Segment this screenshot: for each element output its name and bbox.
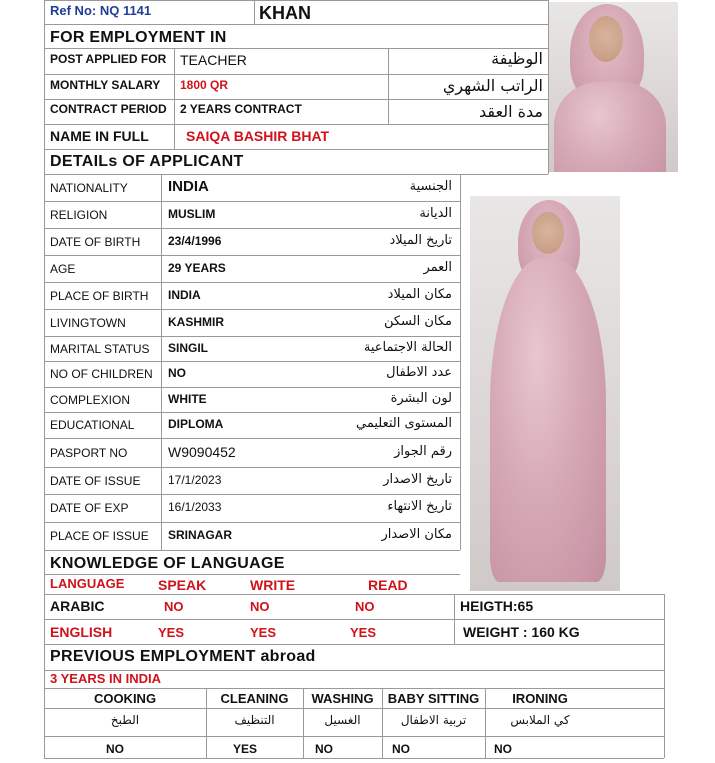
livingtown-arabic: مكان السكن bbox=[383, 314, 452, 329]
language-arabic: ARABIC bbox=[50, 598, 105, 614]
english-speak: YES bbox=[158, 625, 185, 640]
row-divider bbox=[44, 282, 460, 283]
place-of-birth-arabic: مكان الميلاد bbox=[387, 287, 452, 302]
row-divider bbox=[44, 412, 460, 413]
pasport-no-label: PASPORT NO bbox=[50, 446, 128, 460]
post-applied-label: POST APPLIED FOR bbox=[50, 52, 167, 66]
name-in-full-value: SAIQA BASHIR BHAT bbox=[186, 128, 330, 144]
religion-label: RELIGION bbox=[50, 208, 108, 222]
row-divider bbox=[44, 522, 460, 523]
language-header-language: LANGUAGE bbox=[50, 576, 125, 591]
applicant-portrait-photo bbox=[548, 2, 678, 172]
marital-status-label: MARITAL STATUS bbox=[50, 342, 150, 356]
pasport-no-arabic: رقم الجواز bbox=[394, 444, 452, 459]
contract-period-label: CONTRACT PERIOD bbox=[50, 102, 167, 116]
educational-label: EDUCATIONAL bbox=[50, 418, 135, 432]
date-of-exp-value: 16/1/2033 bbox=[168, 500, 222, 514]
monthly-salary-label: MONTHLY SALARY bbox=[50, 78, 161, 92]
date-of-birth-label: DATE OF BIRTH bbox=[50, 235, 141, 249]
place-of-birth-label: PLACE OF BIRTH bbox=[50, 289, 149, 303]
educational-value: DIPLOMA bbox=[168, 417, 224, 431]
date-of-exp-label: DATE OF EXP bbox=[50, 501, 129, 515]
contract-period-value: 2 YEARS CONTRACT bbox=[180, 102, 302, 116]
language-english: ENGLISH bbox=[50, 624, 113, 640]
name-tag: KHAN bbox=[259, 3, 311, 23]
english-write: YES bbox=[250, 625, 277, 640]
row-divider bbox=[44, 336, 460, 337]
skill-ironing-label: IRONING bbox=[512, 691, 568, 706]
skill-baby-sitting-label: BABY SITTING bbox=[387, 691, 480, 706]
skill-baby-sitting-value: NO bbox=[392, 742, 410, 756]
monthly-salary-arabic: الراتب الشهري bbox=[442, 76, 543, 95]
skill-baby-sitting-arabic: تربية الاطفال bbox=[400, 713, 467, 727]
skill-washing-value: NO bbox=[315, 742, 333, 756]
educational-arabic: المستوى التعليمي bbox=[356, 416, 452, 431]
no-of-children-label: NO OF CHILDREN bbox=[50, 367, 153, 381]
complexion-value: WHITE bbox=[168, 392, 207, 406]
skill-cooking-label: COOKING bbox=[93, 691, 157, 706]
date-of-birth-value: 23/4/1996 bbox=[168, 234, 222, 248]
height-value: HEIGTH:65 bbox=[460, 598, 534, 614]
religion-value: MUSLIM bbox=[168, 207, 216, 221]
skill-washing-label: WASHING bbox=[311, 691, 374, 706]
row-divider bbox=[44, 255, 460, 256]
date-of-issue-arabic: تاريخ الاصدار bbox=[383, 472, 452, 487]
nationality-arabic: الجنسية bbox=[409, 179, 452, 194]
post-applied-value: TEACHER bbox=[180, 52, 247, 68]
skill-cleaning-arabic: التنظيف bbox=[234, 713, 275, 727]
age-arabic: العمر bbox=[423, 260, 452, 275]
livingtown-label: LIVINGTOWN bbox=[50, 316, 126, 330]
row-divider bbox=[44, 387, 460, 388]
complexion-arabic: لون البشرة bbox=[390, 391, 452, 406]
skill-ironing-value: NO bbox=[494, 742, 512, 756]
arabic-write: NO bbox=[250, 599, 270, 614]
no-of-children-value: NO bbox=[168, 366, 186, 380]
ref-number: Ref No: NQ 1141 bbox=[50, 3, 152, 18]
for-employment-heading: FOR EMPLOYMENT IN bbox=[50, 29, 227, 46]
language-header-speak: SPEAK bbox=[158, 577, 207, 593]
arabic-read: NO bbox=[355, 599, 375, 614]
date-of-issue-value: 17/1/2023 bbox=[168, 473, 222, 487]
place-of-issue-value: SRINAGAR bbox=[168, 528, 233, 542]
previous-employment-heading: PREVIOUS EMPLOYMENT abroad bbox=[50, 648, 316, 665]
date-of-exp-arabic: تاريخ الانتهاء bbox=[387, 499, 452, 514]
marital-status-arabic: الحالة الاجتماعية bbox=[363, 340, 452, 355]
english-read: YES bbox=[350, 625, 377, 640]
marital-status-value: SINGIL bbox=[168, 341, 209, 355]
age-label: AGE bbox=[50, 262, 76, 276]
livingtown-value: KASHMIR bbox=[168, 315, 224, 329]
monthly-salary-value: 1800 QR bbox=[180, 78, 229, 92]
row-divider bbox=[44, 309, 460, 310]
pasport-no-value: W9090452 bbox=[168, 444, 236, 460]
previous-years: 3 YEARS IN INDIA bbox=[50, 671, 162, 686]
weight-value: WEIGHT : 160 KG bbox=[463, 624, 580, 640]
nationality-label: NATIONALITY bbox=[50, 181, 128, 195]
row-divider bbox=[44, 228, 460, 229]
language-header-write: WRITE bbox=[250, 577, 296, 593]
skill-cooking-arabic: الطبخ bbox=[110, 713, 140, 727]
row-divider bbox=[44, 201, 460, 202]
applicant-full-body-photo bbox=[470, 196, 620, 591]
skill-cleaning-value: YES bbox=[233, 742, 258, 756]
row-divider bbox=[44, 494, 460, 495]
arabic-speak: NO bbox=[164, 599, 184, 614]
age-value: 29 YEARS bbox=[168, 261, 226, 275]
place-of-birth-value: INDIA bbox=[168, 288, 201, 302]
nationality-value: INDIA bbox=[168, 178, 209, 195]
details-heading: DETAILs OF APPLICANT bbox=[50, 153, 244, 170]
no-of-children-arabic: عدد الاطفال bbox=[386, 365, 452, 380]
skill-cooking-value: NO bbox=[106, 742, 124, 756]
skill-washing-arabic: الغسيل bbox=[324, 713, 361, 727]
date-of-birth-arabic: تاريخ الميلاد bbox=[389, 233, 452, 248]
religion-arabic: الديانة bbox=[419, 206, 452, 221]
post-applied-arabic: الوظيفة bbox=[491, 49, 543, 68]
place-of-issue-arabic: مكان الاصدار bbox=[381, 527, 452, 542]
skill-ironing-arabic: كي الملابس bbox=[510, 713, 570, 727]
row-divider bbox=[44, 467, 460, 468]
place-of-issue-label: PLACE OF ISSUE bbox=[50, 529, 149, 543]
language-header-read: READ bbox=[368, 577, 408, 593]
date-of-issue-label: DATE OF ISSUE bbox=[50, 474, 141, 488]
row-divider bbox=[44, 438, 460, 439]
language-heading: KNOWLEDGE OF LANGUAGE bbox=[50, 555, 285, 572]
skill-cleaning-label: CLEANING bbox=[220, 691, 289, 706]
name-in-full-label: NAME IN FULL bbox=[50, 128, 149, 144]
row-divider bbox=[44, 361, 460, 362]
contract-period-arabic: مدة العقد bbox=[479, 102, 543, 121]
complexion-label: COMPLEXION bbox=[50, 393, 131, 407]
